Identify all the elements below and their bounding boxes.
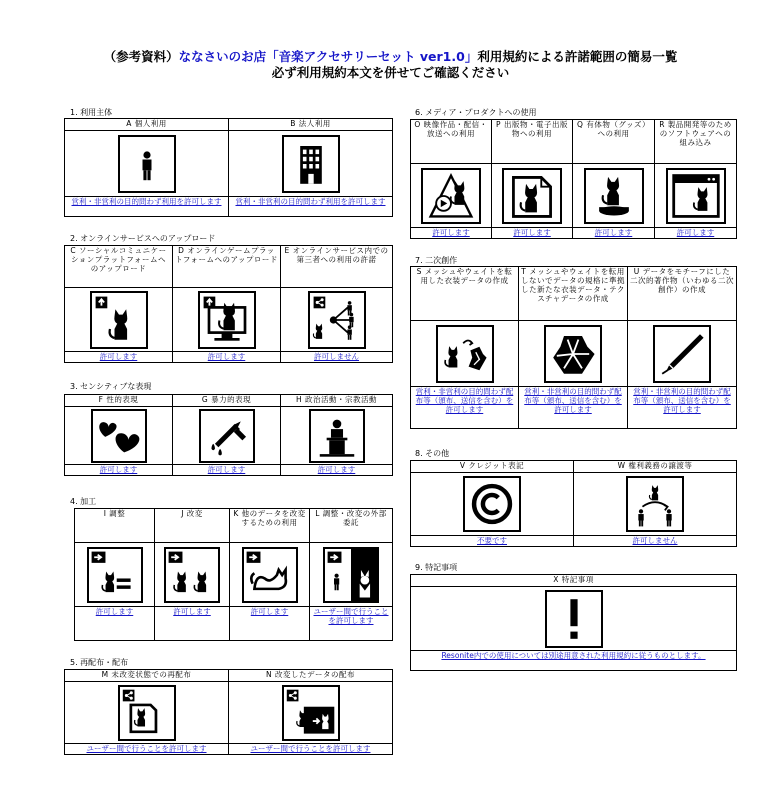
outsource-cat-icon bbox=[323, 547, 379, 603]
document-subtitle: 必ず利用規約本文を併せてご確認ください bbox=[271, 65, 510, 80]
footer-costume-reuse: 営利・非営利の目的問わず配布等（頒布、送信を含む）を許可します bbox=[411, 387, 519, 429]
cell-third-party-license-icon bbox=[281, 288, 393, 352]
cell-game-upload-icon bbox=[173, 288, 281, 352]
footer-third-party-license: 許可しません bbox=[281, 352, 393, 363]
copyright-icon bbox=[463, 476, 521, 532]
pen-nib-icon bbox=[653, 325, 711, 383]
cell-software-embed-icon bbox=[655, 164, 737, 228]
header-third-party-license: E オンラインサービス内での第三者への利用の許諾 bbox=[281, 246, 393, 288]
footer-individual-use: 営利・非営利の目的問わず利用を許可します bbox=[65, 197, 229, 217]
office-building-icon bbox=[282, 135, 340, 193]
cell-fan-work-icon bbox=[628, 321, 737, 387]
rights-transfer-icon bbox=[626, 476, 684, 532]
footer-software-embed: 許可します bbox=[655, 228, 737, 239]
figure-goods-icon bbox=[584, 168, 644, 224]
cell-credit-icon bbox=[411, 473, 574, 536]
cat-dress-icon bbox=[436, 325, 494, 383]
cell-individual-use-icon bbox=[65, 131, 229, 197]
header-corporate-use: B 法人利用 bbox=[229, 119, 393, 131]
section-table-online-upload bbox=[64, 245, 393, 363]
section-table-usage-subject bbox=[64, 118, 393, 217]
share-network-cat-icon bbox=[308, 291, 366, 349]
cell-costume-reuse-icon bbox=[411, 321, 519, 387]
footer-sexual-expression: 許可します bbox=[65, 465, 173, 476]
header-new-costume: T メッシュやウェイトを転用しないでデータの規格に準拠した新たな衣装データ・テクスチャデータの作成 bbox=[519, 267, 628, 321]
cell-social-upload-icon bbox=[65, 288, 173, 352]
software-window-cat-icon bbox=[666, 168, 726, 224]
section-table-special-notes bbox=[410, 574, 737, 671]
footer-goods: 許可します bbox=[573, 228, 655, 239]
footer-political-religious: 許可します bbox=[281, 465, 393, 476]
title-product-name: ななさいのお店「音楽アクセサリーセット ver1.0」 bbox=[178, 49, 478, 64]
header-modify: J 改変 bbox=[155, 509, 230, 543]
section-table-sensitive-expression bbox=[64, 394, 393, 476]
section-title-processing: 4. 加工 bbox=[70, 497, 97, 506]
cell-publications-icon bbox=[492, 164, 573, 228]
header-sexual-expression: F 性的表現 bbox=[65, 395, 173, 407]
footer-use-for-modifying: 許可します bbox=[230, 607, 310, 641]
distribute-modified-icon bbox=[282, 685, 340, 741]
publication-cat-icon bbox=[502, 168, 562, 224]
redistribute-cat-icon bbox=[118, 685, 176, 741]
cell-video-broadcast-icon bbox=[411, 164, 492, 228]
cell-goods-icon bbox=[573, 164, 655, 228]
footer-credit: 不要です bbox=[411, 536, 574, 547]
section-title-media-products: 6. メディア・プロダクトへの使用 bbox=[415, 108, 537, 117]
cell-violent-expression-icon bbox=[173, 407, 281, 465]
footer-adjust: 許可します bbox=[75, 607, 155, 641]
document-title bbox=[0, 49, 781, 65]
title-suffix: 利用規約による許諾範囲の簡易一覧 bbox=[477, 49, 678, 64]
footer-corporate-use: 営利・非営利の目的問わず利用を許可します bbox=[229, 197, 393, 217]
footer-modify: 許可します bbox=[155, 607, 230, 641]
header-game-upload: D オンラインゲームプラットフォームへのアップロード bbox=[173, 246, 281, 288]
upload-monitor-cat-icon bbox=[198, 291, 256, 349]
cell-use-for-modifying-icon bbox=[230, 543, 310, 607]
header-costume-reuse: S メッシュやウェイトを転用した衣装データの作成 bbox=[411, 267, 519, 321]
section-title-sensitive-expression: 3. センシティブな表現 bbox=[70, 382, 152, 391]
footer-new-costume: 営利・非営利の目的問わず配布等（頒布、送信を含む）を許可します bbox=[519, 387, 628, 429]
section-title-derivative-works: 7. 二次創作 bbox=[415, 256, 458, 265]
footer-fan-work: 営利・非営利の目的問わず配布等（頒布、送信を含む）を許可します bbox=[628, 387, 737, 429]
header-rights-transfer: W 権利義務の譲渡等 bbox=[574, 461, 737, 473]
header-social-upload: C ソーシャルコミュニケーションプラットフォームへのアップロード bbox=[65, 246, 173, 288]
hearts-icon bbox=[91, 409, 147, 463]
cell-special-notes-icon bbox=[411, 587, 737, 651]
footer-violent-expression: 許可します bbox=[173, 465, 281, 476]
section-table-processing bbox=[74, 508, 393, 641]
header-adjust: I 調整 bbox=[75, 509, 155, 543]
header-software-embed: R 製品開発等のためのソフトウェアへの組み込み bbox=[655, 120, 737, 164]
video-cat-icon bbox=[421, 168, 481, 224]
footer-distribute-modified: ユーザー間で行うことを許可します bbox=[229, 744, 393, 755]
upload-cat-icon bbox=[90, 291, 148, 349]
section-table-derivative-works bbox=[410, 266, 737, 429]
section-title-special-notes: 9. 特記事項 bbox=[415, 563, 458, 572]
header-video-broadcast: O 映像作品・配信・放送への利用 bbox=[411, 120, 492, 164]
cell-adjust-icon bbox=[75, 543, 155, 607]
footer-redistribute-unmodified: ユーザー間で行うことを許可します bbox=[65, 744, 229, 755]
footer-special-notes: Resonite内での使用については別途用意された利用規約に従うものとします。 bbox=[411, 651, 737, 671]
podium-speaker-icon bbox=[309, 409, 365, 463]
cat-morph-icon bbox=[242, 547, 298, 603]
title-prefix: （参考資料） bbox=[103, 49, 179, 64]
footer-publications: 許可します bbox=[492, 228, 573, 239]
cell-rights-transfer-icon bbox=[574, 473, 737, 536]
section-title-online-upload: 2. オンラインサービスへのアップロード bbox=[70, 234, 216, 243]
adjust-cat-equal-icon bbox=[87, 547, 143, 603]
header-publications: P 出版物・電子出版物への利用 bbox=[492, 120, 573, 164]
cell-political-religious-icon bbox=[281, 407, 393, 465]
header-individual-use: A 個人利用 bbox=[65, 119, 229, 131]
footer-outsourcing: ユーザー間で行うことを許可します bbox=[310, 607, 393, 641]
cell-redistribute-unmodified-icon bbox=[65, 682, 229, 744]
header-use-for-modifying: K 他のデータを改変するための利用 bbox=[230, 509, 310, 543]
header-goods: Q 有体物（グッズ）への利用 bbox=[573, 120, 655, 164]
footer-video-broadcast: 許可します bbox=[411, 228, 492, 239]
exclamation-icon bbox=[545, 590, 603, 648]
section-table-media-products bbox=[410, 119, 737, 239]
cell-outsourcing-icon bbox=[310, 543, 393, 607]
footer-game-upload: 許可します bbox=[173, 352, 281, 363]
cell-distribute-modified-icon bbox=[229, 682, 393, 744]
section-table-other bbox=[410, 460, 737, 547]
section-title-other: 8. その他 bbox=[415, 449, 450, 458]
dress-icon bbox=[544, 325, 602, 383]
header-special-notes: X 特記事項 bbox=[411, 575, 737, 587]
bloody-knife-icon bbox=[199, 409, 255, 463]
cell-sexual-expression-icon bbox=[65, 407, 173, 465]
modify-two-cats-icon bbox=[164, 547, 220, 603]
cell-modify-icon bbox=[155, 543, 230, 607]
footer-social-upload: 許可します bbox=[65, 352, 173, 363]
header-redistribute-unmodified: M 未改変状態での再配布 bbox=[65, 670, 229, 682]
header-credit: V クレジット表記 bbox=[411, 461, 574, 473]
person-icon bbox=[118, 135, 176, 193]
header-fan-work: U データをモチーフにした二次的著作物（いわゆる二次創作）の作成 bbox=[628, 267, 737, 321]
footer-rights-transfer: 許可しません bbox=[574, 536, 737, 547]
cell-corporate-use-icon bbox=[229, 131, 393, 197]
header-violent-expression: G 暴力的表現 bbox=[173, 395, 281, 407]
cell-new-costume-icon bbox=[519, 321, 628, 387]
header-outsourcing: L 調整・改変の外部委託 bbox=[310, 509, 393, 543]
section-table-redistribution bbox=[64, 669, 393, 755]
header-political-religious: H 政治活動・宗教活動 bbox=[281, 395, 393, 407]
header-distribute-modified: N 改変したデータの配布 bbox=[229, 670, 393, 682]
section-title-usage-subject: 1. 利用主体 bbox=[70, 108, 113, 117]
section-title-redistribution: 5. 再配布・配布 bbox=[70, 658, 129, 667]
